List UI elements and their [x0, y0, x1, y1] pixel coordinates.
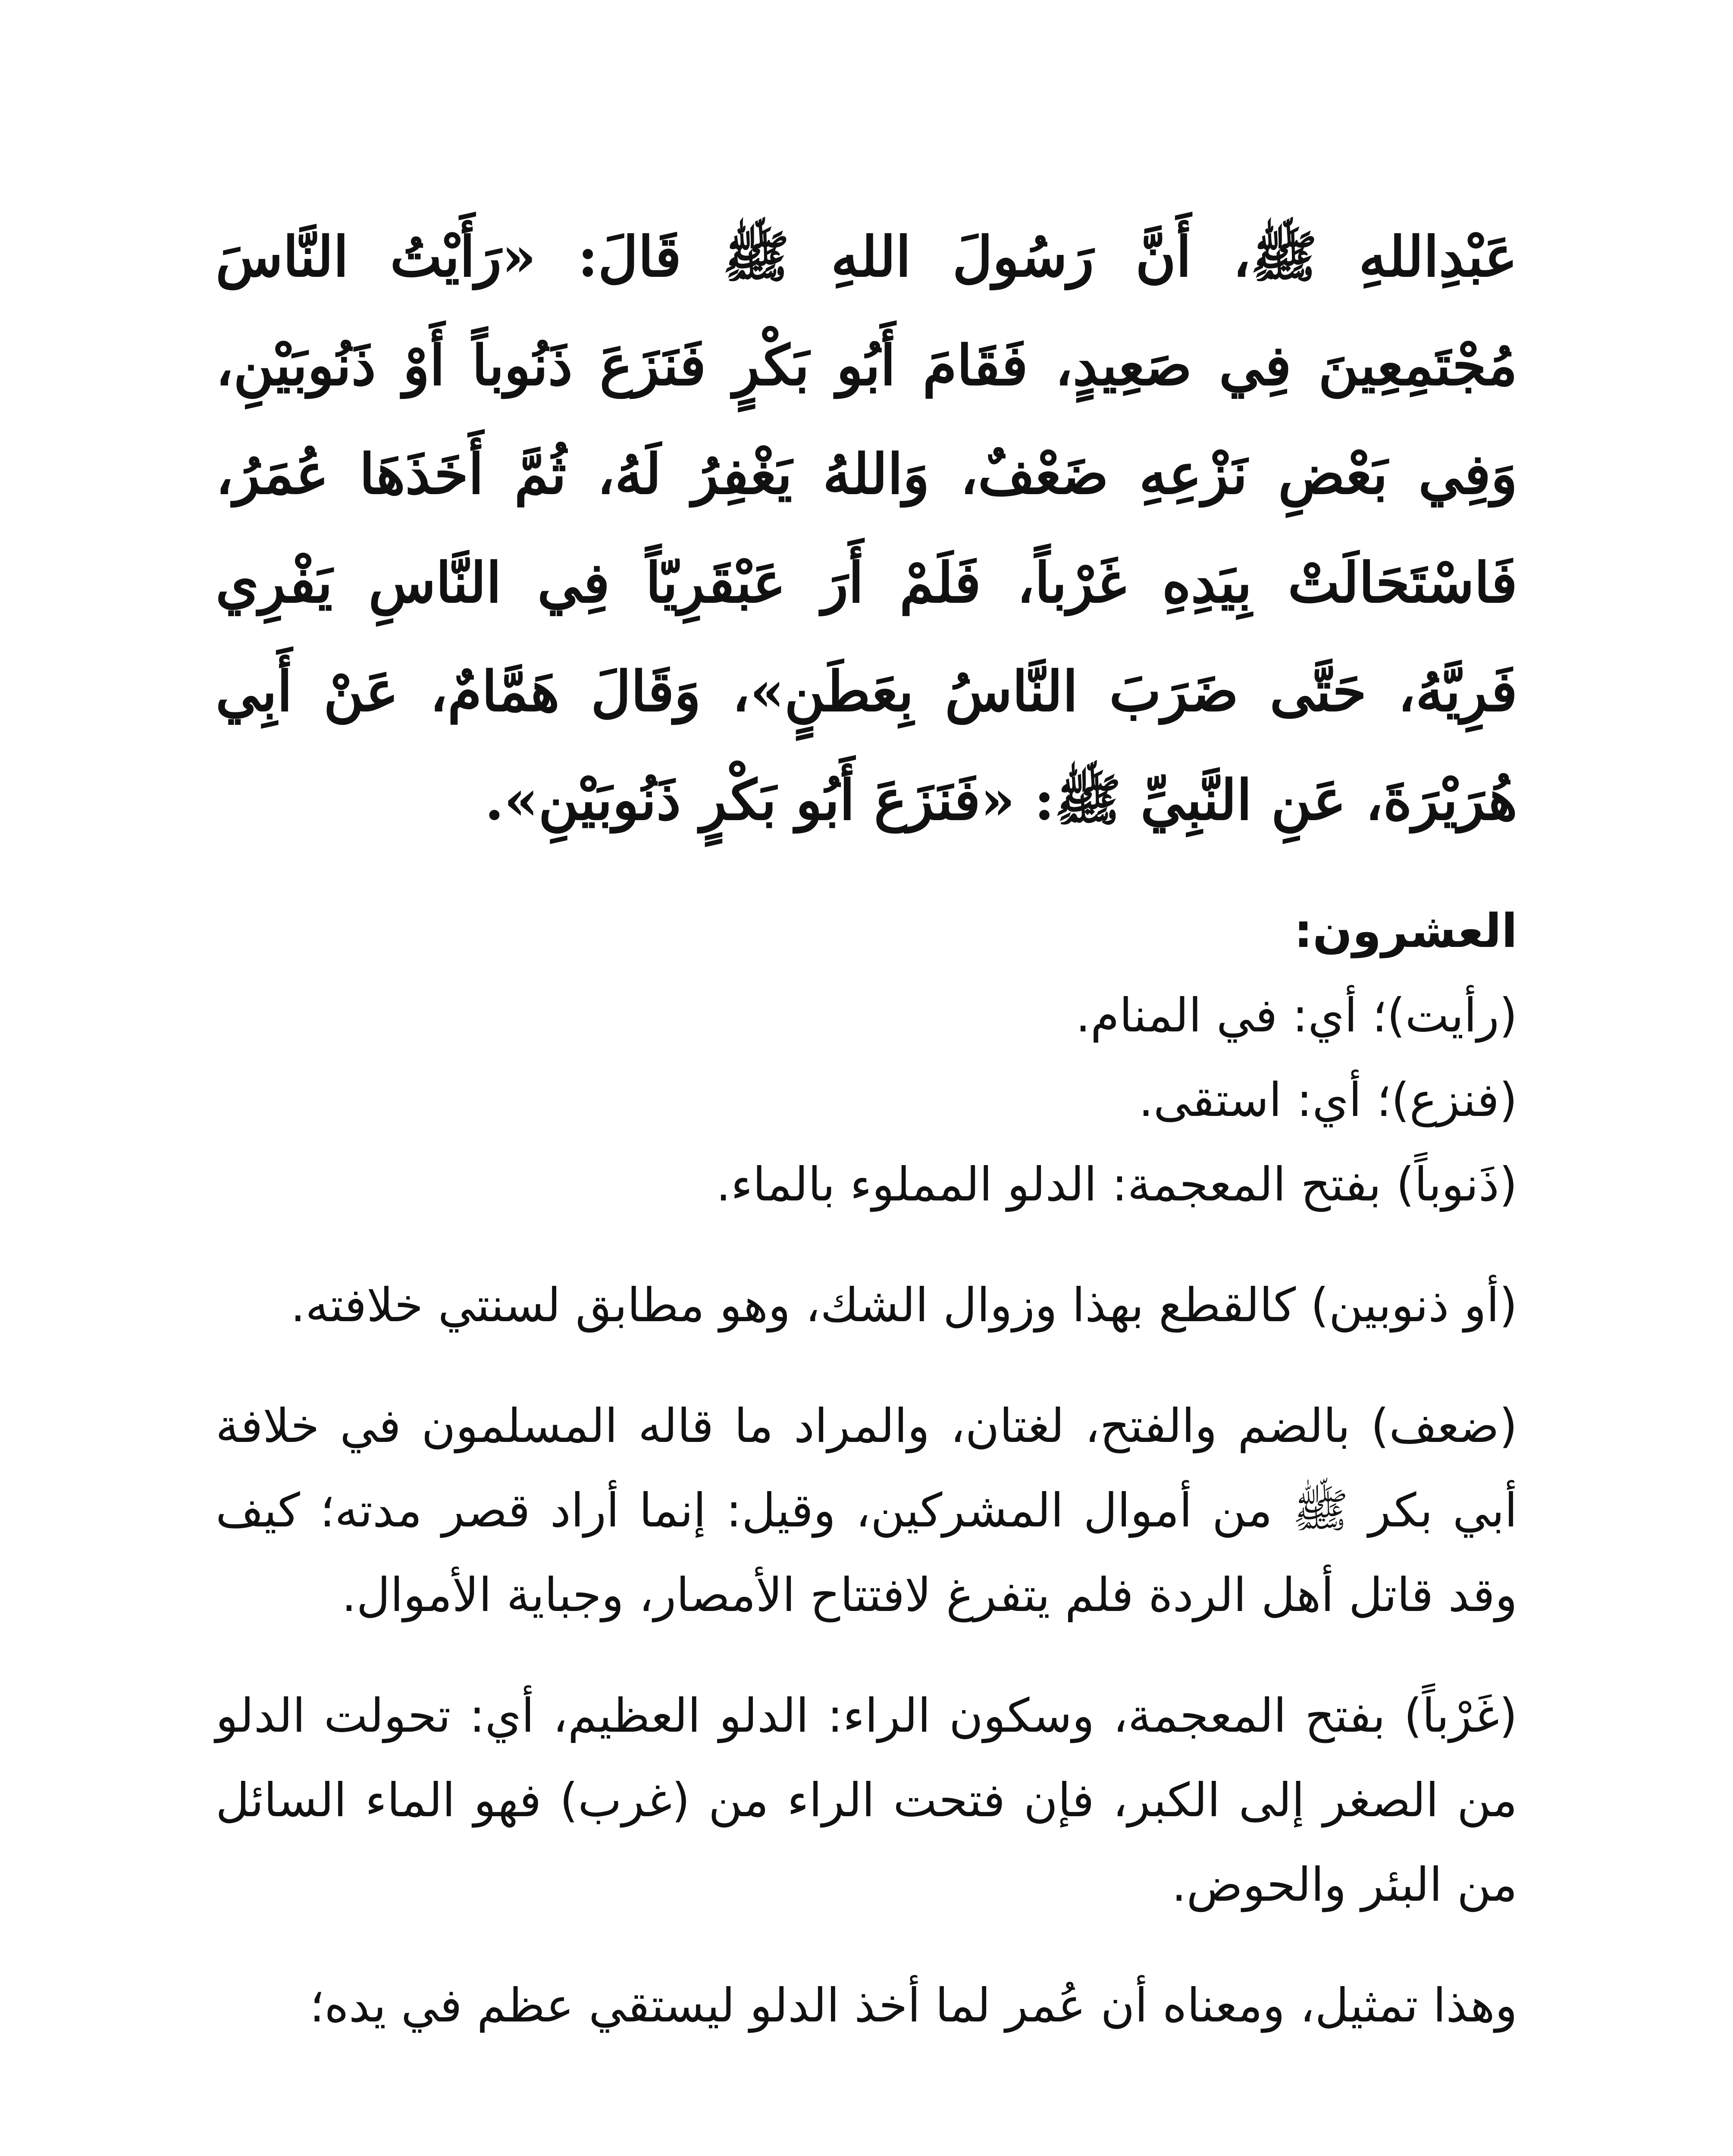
hadith-text: عَبْدِاللهِ ﷺ، أَنَّ رَسُولَ اللهِ ﷺ قَالَ: «رَأَيْتُ النَّاسَ مُجْتَمِعِينَ فِي صَعِيدٍ، فَقَامَ أَبُو بَكْرٍ فَنَزَعَ ذَنُوباً أَوْ ذَنُوبَيْنِ، وَفِي بَعْضِ نَزْعِهِ ضَعْفٌ، وَاللهُ يَغْفِرُ لَهُ، ثُمَّ أَخَذَهَا عُمَرُ، فَاسْتَحَالَتْ بِيَدِهِ غَرْباً، فَلَمْ أَرَ عَبْقَرِيّاً فِي النَّاسِ يَفْرِي فَرِيَّهُ، حَتَّى ضَرَبَ النَّاسُ بِعَطَنٍ»، وَقَالَ هَمَّامٌ، عَنْ أَبِي هُرَيْرَةَ، عَنِ النَّبِيِّ ﷺ: «فَنَزَعَ أَبُو بَكْرٍ ذَنُوبَيْنِ». [216, 225, 1517, 833]
gloss-gharban: (غَرْباً) بفتح المعجمة، وسكون الراء: الدلو العظيم، أي: تحولت الدلو من الصغر إلى الكبر، فإن فتحت الراء من (غرب) فهو الماء السائل من البئر والحوض. [216, 1689, 1517, 1912]
section-heading: العشرون: [1294, 904, 1517, 958]
gloss-aw-dhanubayn: (أو ذنوبين) كالقطع بهذا وزوال الشك، وهو مطابق لسنتي خلافته. [290, 1279, 1517, 1332]
gloss-daf: (ضعف) بالضم والفتح، لغتان، والمراد ما قاله المسلمون في خلافة أبي بكر ﷺ من أموال المشركين، وقيل: إنما أراد قصر مدته؛ كيف وقد قاتل أهل الردة فلم يتفرغ لافتتاح الأمصار، وجباية الأموال. [216, 1399, 1517, 1622]
page-body [216, 203, 1517, 2048]
gloss-raaytu: (رأيت)؛ أي: في المنام. [1075, 989, 1517, 1043]
gloss-fanazaa: (فنزع)؛ أي: استقى. [1138, 1073, 1517, 1127]
gloss-tamthil: وهذا تمثيل، ومعناه أن عُمر لما أخذ الدلو ليستقي عظم في يده؛ [309, 1979, 1517, 2033]
gloss-dhanuban: (ذَنوباً) بفتح المعجمة: الدلو المملوء بالماء. [716, 1158, 1517, 1212]
